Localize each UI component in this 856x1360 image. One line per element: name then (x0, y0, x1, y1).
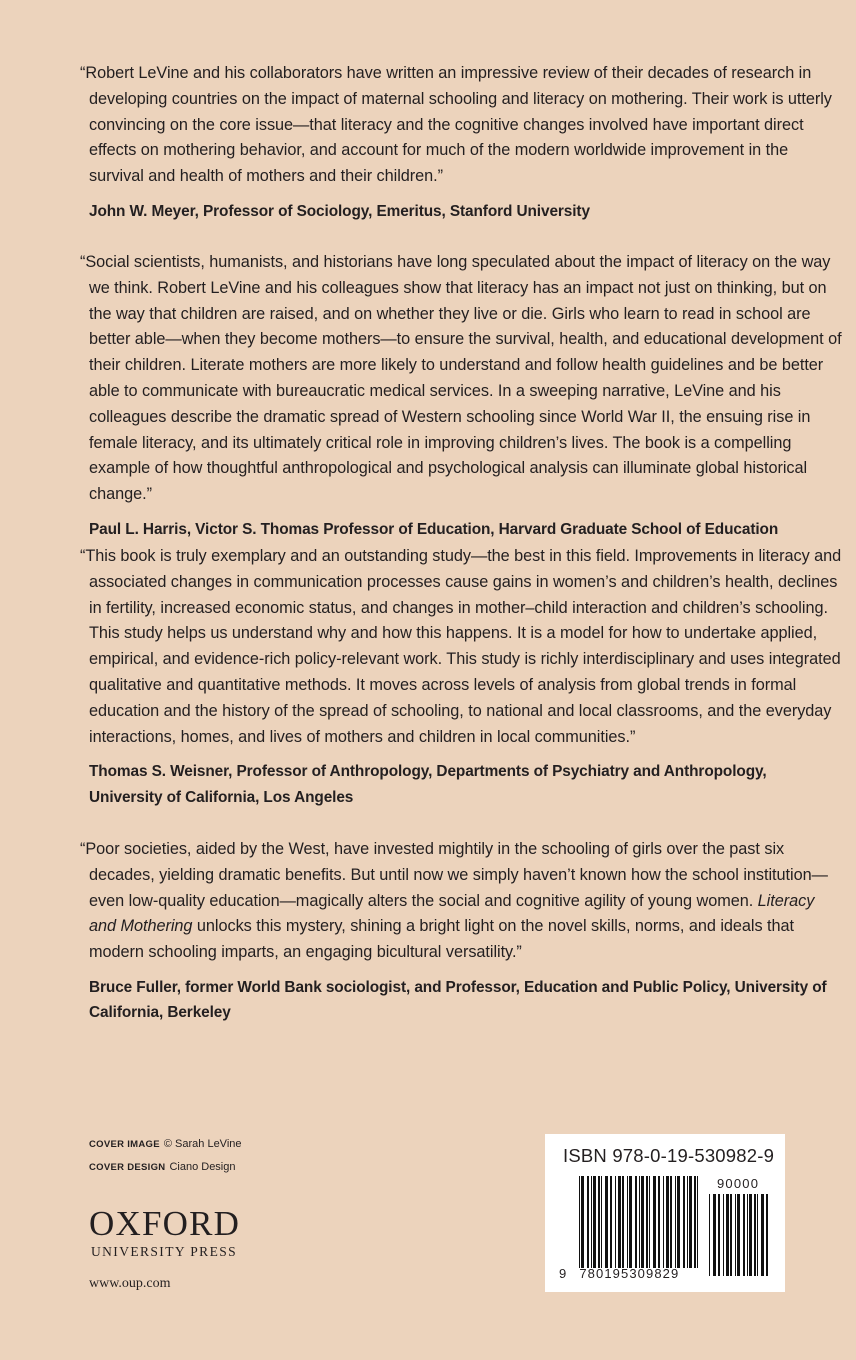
quote-text: “Robert LeVine and his collaborators have written an impressive review of their decades of research in developing countries on the impact of maternal schooling and literacy on mothering. Their work is utterly convincing on the core issue—that literacy and the cognitive changes involved have important direct effects on mothering behavior, and account for much of the modern worldwide improvement in the survival and health of mothers and their children.” (80, 64, 832, 186)
barcode-bar (646, 1176, 648, 1268)
cover-credits (89, 1133, 242, 1179)
barcode-bar (579, 1176, 580, 1268)
barcode-bar (737, 1194, 740, 1276)
barcode-bar (713, 1194, 716, 1276)
barcode-bar (635, 1176, 637, 1268)
barcode-first-digit: 9 (559, 1266, 568, 1281)
barcode-bar (757, 1194, 758, 1276)
barcode-bar (687, 1176, 688, 1268)
barcode-digits (559, 1266, 679, 1281)
blurb-fuller (0, 837, 856, 1026)
barcode-bar (629, 1176, 632, 1268)
barcode-bar (653, 1176, 656, 1268)
barcode-bar (610, 1176, 612, 1268)
barcode-number: 780195309829 (579, 1266, 680, 1281)
barcode-bar (709, 1194, 710, 1276)
barcode-bar (749, 1194, 752, 1276)
barcode-price-code: 90000 (717, 1176, 760, 1191)
barcode-bar (658, 1176, 660, 1268)
barcode-bar (675, 1176, 676, 1268)
barcode-bar (641, 1176, 644, 1268)
barcode-bar (735, 1194, 736, 1276)
cover-image-credit (89, 1133, 242, 1156)
barcode-bar (627, 1176, 628, 1268)
cover-design-credit (89, 1156, 242, 1179)
barcode-bar (663, 1176, 664, 1268)
cover-design-label: COVER DESIGN (89, 1162, 166, 1173)
barcode-bar (726, 1194, 729, 1276)
quote-attribution: Thomas S. Weisner, Professor of Anthropology, Departments of Psychiatry and Anthropology, University of California, Los Angeles (89, 763, 767, 806)
quote-attribution: Paul L. Harris, Victor S. Thomas Professor of Education, Harvard Graduate School of Education (89, 520, 779, 538)
quote-attribution: John W. Meyer, Professor of Sociology, Emeritus, Stanford University (89, 202, 590, 220)
barcode-bar (618, 1176, 621, 1268)
barcode-bar (677, 1176, 680, 1268)
quote-text-start: “Poor societies, aided by the West, have invested mightily in the schooling of girls over the past six decades, yielding dramatic benefits. But until now we simply haven’t known how the school institution—even low-quality education—magically alters the social and cognitive agility of young women. (80, 840, 828, 910)
barcode-bar (689, 1176, 692, 1268)
barcode-bar (622, 1176, 624, 1268)
blurb-weisner (0, 544, 856, 810)
barcode-bar (723, 1194, 724, 1276)
cover-image-value: © Sarah LeVine (163, 1138, 242, 1150)
barcode-bar (587, 1176, 589, 1268)
barcode-bar (697, 1176, 698, 1268)
barcode-bar (593, 1176, 596, 1268)
barcode-bar (761, 1194, 764, 1276)
barcode-bar (598, 1176, 600, 1268)
isbn-text: ISBN 978-0-19-530982-9 (563, 1145, 775, 1166)
barcode-bar (639, 1176, 640, 1268)
barcode-bar (605, 1176, 608, 1268)
publisher-url[interactable]: www.oup.com (89, 1276, 171, 1291)
blurb-harris (0, 250, 856, 542)
book-title: Literacy and Mothering (89, 891, 815, 936)
barcode-bar (743, 1194, 745, 1276)
barcode-bar (581, 1176, 584, 1268)
publisher-subtitle: UNIVERSITY PRESS (91, 1244, 238, 1259)
barcode-bar (683, 1176, 685, 1268)
barcode-bar (694, 1176, 696, 1268)
isbn-barcode (545, 1134, 785, 1292)
quote-attribution: Bruce Fuller, former World Bank sociologist, and Professor, Education and Public Policy, University of California, Berkeley (89, 978, 827, 1022)
barcode-bar (718, 1194, 720, 1276)
quote-text (80, 837, 844, 966)
price-addon-bars (709, 1194, 768, 1276)
barcode-bar (754, 1194, 756, 1276)
cover-design-value: Ciano Design (169, 1161, 236, 1173)
publisher-logo (89, 1206, 240, 1260)
quote-text: “This book is truly exemplary and an outstanding study—the best in this field. Improvements in literacy and associated changes in communication processes cause gains in women’s and children’s health, declines in fertility, increased economic status, and changes in mother–child interaction and children’s schooling. This study helps us understand why and how this happens. It is a model for how to undertake applied, empirical, and evidence-rich policy-relevant work. This study is richly interdisciplinary and uses integrated qualitative and quantitative methods. It moves across levels of analysis from global trends in formal education and the history of the spread of schooling, to national and local classrooms, and the everyday interactions, homes, and lives of mothers and children in local communities.” (80, 547, 842, 746)
cover-image-label: COVER IMAGE (89, 1139, 160, 1150)
barcode-bar (601, 1176, 602, 1268)
barcode-bar (666, 1176, 669, 1268)
barcode-bar (730, 1194, 732, 1276)
barcode-bar (591, 1176, 592, 1268)
barcode-bar (649, 1176, 650, 1268)
barcode-bar (766, 1194, 768, 1276)
barcode-bar (670, 1176, 672, 1268)
quote-text-end: unlocks this mystery, shining a bright light on the novel skills, norms, and ideals that modern schooling imparts, an engaging bicultural versatility.” (89, 917, 795, 962)
quote-text: “Social scientists, humanists, and historians have long speculated about the impact of literacy on the way we think. Robert LeVine and his colleagues show that literacy has an impact not just on thinking, but on the way that children are raised, and on whether they live or die. Girls who learn to read in school are better able—when they become mothers—to ensure the survival, health, and educational development of their children. Literate mothers are more likely to understand and follow health guidelines and be better able to communicate with bureaucratic medical services. In a sweeping narrative, LeVine and his colleagues describe the dramatic spread of Western schooling since World War II, the ensuing rise in female literacy, and its ultimately critical role in improving children’s lives. The book is a compelling example of how thoughtful anthropological and psychological analysis can illuminate global historical change.” (80, 253, 842, 504)
barcode-bar (615, 1176, 616, 1268)
barcode-bar (747, 1194, 748, 1276)
ean-bars (579, 1176, 698, 1268)
publisher-name: OXFORD (89, 1204, 241, 1243)
blurb-meyer (0, 61, 856, 224)
